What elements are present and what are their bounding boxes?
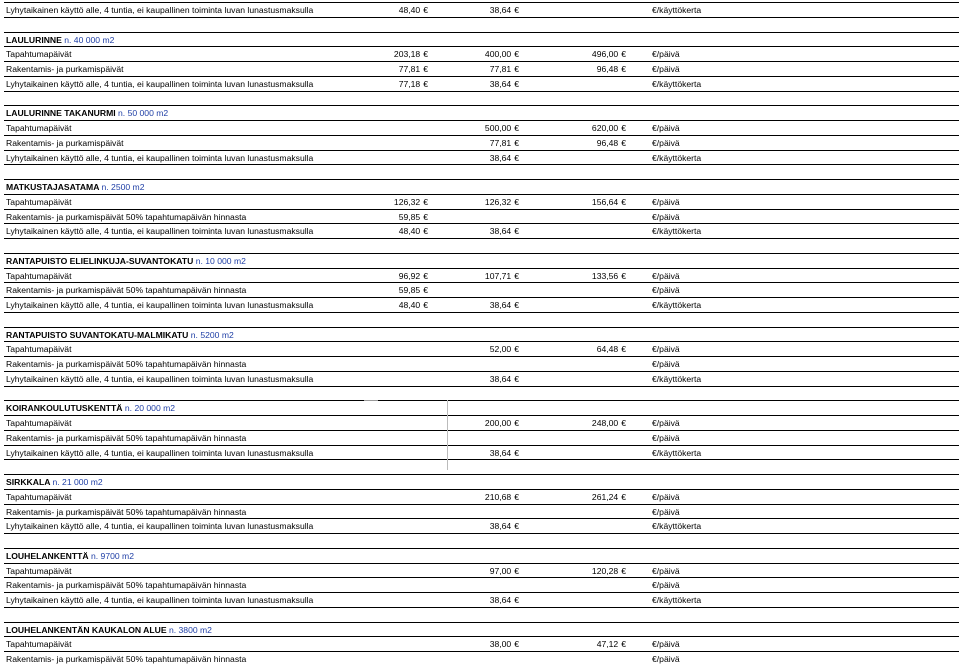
currency-symbol: €: [514, 64, 519, 74]
row-label: Rakentamis- ja purkamispäivät 50% tapahtumapäivän hinnasta: [6, 654, 247, 664]
section-name: LOUHELANKENTÄN KAUKALON ALUE: [6, 624, 167, 635]
row-label: Lyhytaikainen käyttö alle, 4 tuntia, ei kaupallinen toiminta luvan lunastusmaksulla: [6, 521, 314, 532]
currency-symbol: €: [423, 270, 428, 281]
price-value: 96,48: [596, 64, 619, 74]
price-row: [4, 504, 959, 519]
price-value: 48,40: [398, 300, 421, 310]
row-label: Lyhytaikainen käyttö alle, 4 tuntia, ei kaupallinen toiminta luvan lunastusmaksulla: [6, 226, 314, 237]
unit-cell: [652, 122, 680, 135]
currency-symbol: €: [423, 300, 428, 310]
currency-symbol: €: [652, 521, 657, 532]
unit-label: /päivä: [656, 418, 680, 428]
price-col-2: [399, 196, 519, 209]
currency-symbol: €: [423, 285, 428, 296]
price-value: 38,64: [489, 595, 512, 605]
unit-cell: [652, 373, 701, 386]
price-value: 59,85: [398, 285, 421, 296]
unit-label: /käyttökerta: [656, 595, 702, 605]
currency-symbol: €: [652, 595, 657, 605]
currency-symbol: €: [514, 123, 519, 133]
price-value: 38,64: [489, 521, 512, 532]
currency-symbol: €: [514, 491, 519, 502]
unit-label: /päivä: [656, 270, 680, 281]
section-header-row: [4, 253, 959, 268]
row-label: Tapahtumapäivät: [6, 565, 72, 576]
unit-label: /päivä: [656, 359, 680, 369]
currency-symbol: €: [652, 654, 657, 664]
section-area: n. 9700 m2: [90, 550, 134, 561]
currency-symbol: €: [652, 226, 657, 237]
currency-symbol: €: [621, 491, 626, 502]
currency-symbol: €: [514, 595, 519, 605]
currency-symbol: €: [652, 300, 657, 310]
price-value: 210,68: [484, 491, 512, 502]
unit-cell: [652, 48, 680, 61]
currency-symbol: €: [514, 270, 519, 281]
unit-cell: [652, 594, 701, 607]
row-label: Rakentamis- ja purkamispäivät: [6, 64, 124, 74]
currency-symbol: €: [652, 373, 657, 384]
row-label: Rakentamis- ja purkamispäivät: [6, 137, 124, 148]
section-header-row: [4, 474, 959, 489]
price-row: [4, 341, 959, 356]
unit-label: /käyttökerta: [656, 226, 702, 237]
unit-label: /päivä: [656, 432, 680, 443]
price-value: 156,64: [591, 196, 619, 207]
price-col-3: [524, 638, 626, 651]
unit-label: /päivä: [656, 196, 680, 207]
row-label: Lyhytaikainen käyttö alle, 4 tuntia, ei kaupallinen toiminta luvan lunastusmaksulla: [6, 447, 314, 458]
unit-cell: [652, 506, 680, 519]
price-col-2: [399, 270, 519, 283]
unit-cell: [652, 270, 680, 283]
row-label: Rakentamis- ja purkamispäivät 50% tapahtumapäivän hinnasta: [6, 580, 247, 591]
currency-symbol: €: [652, 285, 657, 296]
spacer-row: [4, 459, 959, 474]
price-value: 261,24: [591, 491, 619, 502]
currency-symbol: €: [423, 211, 428, 222]
price-value: 126,32: [484, 196, 512, 207]
price-value: 97,00: [489, 565, 512, 576]
price-value: 248,00: [591, 418, 619, 428]
currency-symbol: €: [514, 344, 519, 355]
price-value: 38,64: [489, 152, 512, 163]
price-col-3: [524, 63, 626, 76]
unit-cell: [652, 63, 680, 76]
unit-label: /päivä: [656, 49, 680, 60]
price-row: [4, 430, 959, 445]
cell-border-artifact: [364, 400, 378, 401]
row-label: Tapahtumapäivät: [6, 639, 72, 650]
unit-label: /käyttökerta: [656, 78, 702, 89]
section-area: n. 40 000 m2: [64, 34, 115, 45]
currency-symbol: €: [514, 639, 519, 650]
price-row: [4, 563, 959, 578]
unit-label: /päivä: [656, 639, 680, 650]
currency-symbol: €: [621, 64, 626, 74]
unit-label: /päivä: [656, 344, 680, 355]
currency-symbol: €: [652, 5, 657, 15]
price-value: 38,00: [489, 639, 512, 650]
currency-symbol: €: [652, 152, 657, 163]
price-value: 96,92: [398, 270, 421, 281]
unit-label: /päivä: [656, 123, 680, 133]
price-col-2: [399, 152, 519, 165]
currency-symbol: €: [514, 49, 519, 60]
row-label: Lyhytaikainen käyttö alle, 4 tuntia, ei kaupallinen toiminta luvan lunastusmaksulla: [6, 595, 314, 605]
unit-cell: [652, 638, 680, 651]
row-label: Rakentamis- ja purkamispäivät 50% tapahtumapäivän hinnasta: [6, 285, 247, 296]
price-value: 38,64: [489, 300, 512, 310]
section-area: n. 5200 m2: [190, 329, 234, 340]
section-header-row: [4, 400, 959, 415]
price-col-2: [399, 373, 519, 386]
section-header-row: [4, 105, 959, 120]
section-header-row: [4, 622, 959, 637]
price-value: 38,64: [489, 5, 512, 15]
section-name: LAULURINNE TAKANURMI: [6, 108, 116, 119]
price-value: 126,32: [393, 196, 421, 207]
unit-cell: [652, 152, 701, 165]
price-col-2: [399, 343, 519, 356]
section-area: n. 3800 m2: [168, 624, 212, 635]
price-col-3: [524, 565, 626, 578]
unit-cell: [652, 343, 680, 356]
spacer-row: [4, 238, 959, 253]
row-label: Rakentamis- ja purkamispäivät 50% tapahtumapäivän hinnasta: [6, 506, 247, 517]
price-value: 77,18: [398, 78, 421, 89]
price-col-2: [399, 4, 519, 17]
unit-label: /käyttökerta: [656, 152, 702, 163]
price-row: [4, 371, 959, 386]
currency-symbol: €: [652, 211, 657, 222]
price-row: [4, 209, 959, 224]
price-col-3: [524, 48, 626, 61]
price-col-3: [524, 122, 626, 135]
spacer-row: [4, 607, 959, 622]
price-value: 38,64: [489, 78, 512, 89]
unit-cell: [652, 196, 680, 209]
section-header-row: [4, 327, 959, 342]
price-col-3: [524, 196, 626, 209]
currency-symbol: €: [514, 373, 519, 384]
price-col-2: [399, 594, 519, 607]
currency-symbol: €: [514, 137, 519, 148]
currency-symbol: €: [423, 196, 428, 207]
price-row: [4, 445, 959, 460]
unit-cell: [652, 137, 680, 150]
spacer-row: [4, 164, 959, 179]
row-label: Tapahtumapäivät: [6, 491, 72, 502]
price-value: 38,64: [489, 373, 512, 384]
row-label: Tapahtumapäivät: [6, 123, 72, 133]
price-col-3: [524, 417, 626, 430]
section-area: n. 2500 m2: [101, 182, 145, 192]
section-header-row: [4, 179, 959, 194]
price-row: [4, 415, 959, 430]
price-row: [4, 135, 959, 150]
currency-symbol: €: [652, 418, 657, 428]
currency-symbol: €: [652, 270, 657, 281]
currency-symbol: €: [621, 270, 626, 281]
price-row: [4, 223, 959, 238]
row-label: Rakentamis- ja purkamispäivät 50% tapahtumapäivän hinnasta: [6, 432, 247, 443]
price-row: [4, 194, 959, 209]
currency-symbol: €: [423, 226, 428, 237]
price-col-2: [399, 63, 519, 76]
unit-label: /käyttökerta: [656, 5, 702, 15]
price-row: [4, 61, 959, 76]
row-label: Tapahtumapäivät: [6, 196, 72, 207]
unit-label: /käyttökerta: [656, 447, 702, 458]
unit-label: /päivä: [656, 491, 680, 502]
price-row: [4, 489, 959, 504]
row-label: Tapahtumapäivät: [6, 418, 72, 428]
currency-symbol: €: [652, 491, 657, 502]
price-value: 48,40: [398, 226, 421, 237]
unit-label: /päivä: [656, 64, 680, 74]
price-col-2: [399, 225, 519, 238]
price-row: [4, 651, 959, 666]
price-col-2: [399, 137, 519, 150]
unit-label: /päivä: [656, 580, 680, 591]
unit-cell: [652, 299, 701, 312]
price-col-1: [304, 284, 428, 297]
currency-symbol: €: [652, 432, 657, 443]
row-label: Tapahtumapäivät: [6, 344, 72, 355]
price-row: [4, 46, 959, 61]
row-label: Lyhytaikainen käyttö alle, 4 tuntia, ei kaupallinen toiminta luvan lunastusmaksulla: [6, 78, 314, 89]
price-value: 133,56: [591, 270, 619, 281]
unit-label: /päivä: [656, 285, 680, 296]
row-label: Lyhytaikainen käyttö alle, 4 tuntia, ei kaupallinen toiminta luvan lunastusmaksulla: [6, 373, 314, 384]
price-col-2: [399, 565, 519, 578]
unit-label: /käyttökerta: [656, 300, 702, 310]
unit-cell: [652, 4, 701, 17]
unit-cell: [652, 447, 701, 460]
price-row: [4, 150, 959, 165]
section-name: RANTAPUISTO SUVANTOKATU-MALMIKATU: [6, 329, 189, 340]
unit-cell: [652, 358, 680, 371]
spacer-row: [4, 17, 959, 32]
currency-symbol: €: [514, 565, 519, 576]
price-row: [4, 2, 959, 17]
currency-symbol: €: [514, 521, 519, 532]
section-area: n. 10 000 m2: [195, 255, 246, 266]
currency-symbol: €: [514, 5, 519, 15]
section-name: LOUHELANKENTTÄ: [6, 550, 89, 561]
currency-symbol: €: [423, 64, 428, 74]
price-row: [4, 636, 959, 651]
currency-symbol: €: [621, 565, 626, 576]
price-value: 77,81: [489, 137, 512, 148]
section-header-row: [4, 32, 959, 47]
unit-label: /päivä: [656, 211, 680, 222]
unit-cell: [652, 432, 680, 445]
row-label: Lyhytaikainen käyttö alle, 4 tuntia, ei kaupallinen toiminta luvan lunastusmaksulla: [6, 5, 314, 15]
price-value: 500,00: [484, 123, 512, 133]
spacer-row: [4, 533, 959, 548]
section-name: RANTAPUISTO ELIELINKUJA-SUVANTOKATU: [6, 255, 194, 266]
currency-symbol: €: [652, 64, 657, 74]
section-area: n. 21 000 m2: [52, 477, 103, 487]
price-col-2: [399, 122, 519, 135]
currency-symbol: €: [423, 5, 428, 15]
row-label: Rakentamis- ja purkamispäivät 50% tapahtumapäivän hinnasta: [6, 359, 247, 369]
currency-symbol: €: [621, 137, 626, 148]
unit-cell: [652, 284, 680, 297]
price-col-2: [399, 299, 519, 312]
currency-symbol: €: [652, 123, 657, 133]
price-value: 77,81: [398, 64, 421, 74]
price-row: [4, 268, 959, 283]
currency-symbol: €: [514, 300, 519, 310]
spacer-row: [4, 312, 959, 327]
price-col-2: [399, 417, 519, 430]
currency-symbol: €: [652, 639, 657, 650]
currency-symbol: €: [652, 506, 657, 517]
price-value: 38,64: [489, 447, 512, 458]
unit-cell: [652, 211, 680, 224]
price-col-3: [524, 343, 626, 356]
unit-label: /käyttökerta: [656, 373, 702, 384]
unit-cell: [652, 491, 680, 504]
currency-symbol: €: [652, 196, 657, 207]
section-area: n. 20 000 m2: [124, 403, 176, 414]
currency-symbol: €: [621, 49, 626, 60]
currency-symbol: €: [621, 639, 626, 650]
currency-symbol: €: [514, 226, 519, 237]
currency-symbol: €: [423, 78, 428, 89]
spacer-row: [4, 91, 959, 106]
price-row: [4, 592, 959, 607]
price-value: 52,00: [489, 344, 512, 355]
currency-symbol: €: [652, 344, 657, 355]
section-name: MATKUSTAJASATAMA: [6, 182, 100, 192]
price-value: 96,48: [596, 137, 619, 148]
unit-label: /käyttökerta: [656, 521, 702, 532]
price-value: 120,28: [591, 565, 619, 576]
currency-symbol: €: [652, 447, 657, 458]
unit-cell: [652, 565, 680, 578]
price-value: 64,48: [596, 344, 619, 355]
unit-cell: [652, 417, 680, 430]
price-col-2: [399, 48, 519, 61]
row-label: Lyhytaikainen käyttö alle, 4 tuntia, ei kaupallinen toiminta luvan lunastusmaksulla: [6, 152, 314, 163]
unit-label: /päivä: [656, 654, 680, 664]
price-col-3: [524, 137, 626, 150]
section-title: [6, 329, 234, 342]
unit-cell: [652, 653, 680, 666]
section-title: [6, 255, 246, 268]
currency-symbol: €: [652, 359, 657, 369]
price-row: [4, 282, 959, 297]
currency-symbol: €: [514, 447, 519, 458]
row-label: Rakentamis- ja purkamispäivät 50% tapahtumapäivän hinnasta: [6, 211, 247, 222]
currency-symbol: €: [652, 565, 657, 576]
currency-symbol: €: [621, 344, 626, 355]
price-col-2: [399, 447, 519, 460]
price-value: 38,64: [489, 226, 512, 237]
section-title: [6, 476, 103, 489]
section-title: [6, 34, 114, 47]
unit-cell: [652, 579, 680, 592]
price-col-2: [399, 638, 519, 651]
section-title: [6, 107, 168, 120]
unit-label: /päivä: [656, 506, 680, 517]
price-col-1: [304, 211, 428, 224]
row-label: Lyhytaikainen käyttö alle, 4 tuntia, ei kaupallinen toiminta luvan lunastusmaksulla: [6, 300, 314, 310]
price-value: 77,81: [489, 64, 512, 74]
section-title: [6, 550, 134, 563]
unit-label: /päivä: [656, 137, 680, 148]
price-row: [4, 518, 959, 533]
price-col-2: [399, 78, 519, 91]
price-value: 620,00: [591, 123, 619, 133]
currency-symbol: €: [514, 418, 519, 428]
section-name: SIRKKALA: [6, 477, 51, 487]
currency-symbol: €: [423, 49, 428, 60]
price-col-3: [524, 270, 626, 283]
section-header-row: [4, 548, 959, 563]
price-value: 59,85: [398, 211, 421, 222]
unit-cell: [652, 225, 701, 238]
price-col-2: [399, 520, 519, 533]
row-label: Tapahtumapäivät: [6, 49, 72, 60]
unit-cell: [652, 78, 701, 91]
currency-symbol: €: [514, 196, 519, 207]
price-col-2: [399, 491, 519, 504]
currency-symbol: €: [621, 196, 626, 207]
price-value: 496,00: [591, 49, 619, 60]
section-title: [6, 402, 175, 415]
cell-border-artifact: [447, 400, 448, 470]
currency-symbol: €: [621, 123, 626, 133]
section-name: KOIRANKOULUTUSKENTTÄ: [6, 403, 123, 414]
row-label: Tapahtumapäivät: [6, 270, 72, 281]
currency-symbol: €: [514, 78, 519, 89]
currency-symbol: €: [652, 137, 657, 148]
section-title: [6, 624, 212, 637]
price-row: [4, 297, 959, 312]
currency-symbol: €: [652, 49, 657, 60]
price-value: 47,12: [596, 639, 619, 650]
unit-label: /päivä: [656, 565, 680, 576]
price-row: [4, 577, 959, 592]
section-area: n. 50 000 m2: [118, 108, 169, 119]
price-value: 200,00: [484, 418, 512, 428]
currency-symbol: €: [621, 418, 626, 428]
price-value: 400,00: [484, 49, 512, 60]
currency-symbol: €: [652, 580, 657, 591]
price-row: [4, 356, 959, 371]
price-col-3: [524, 491, 626, 504]
spacer-row: [4, 386, 959, 401]
currency-symbol: €: [652, 78, 657, 89]
section-name: LAULURINNE: [6, 34, 62, 45]
price-value: 107,71: [484, 270, 512, 281]
price-value: 48,40: [398, 5, 421, 15]
section-title: [6, 181, 144, 194]
currency-symbol: €: [514, 152, 519, 163]
price-row: [4, 120, 959, 135]
unit-cell: [652, 520, 701, 533]
price-row: [4, 76, 959, 91]
price-value: 203,18: [393, 49, 421, 60]
